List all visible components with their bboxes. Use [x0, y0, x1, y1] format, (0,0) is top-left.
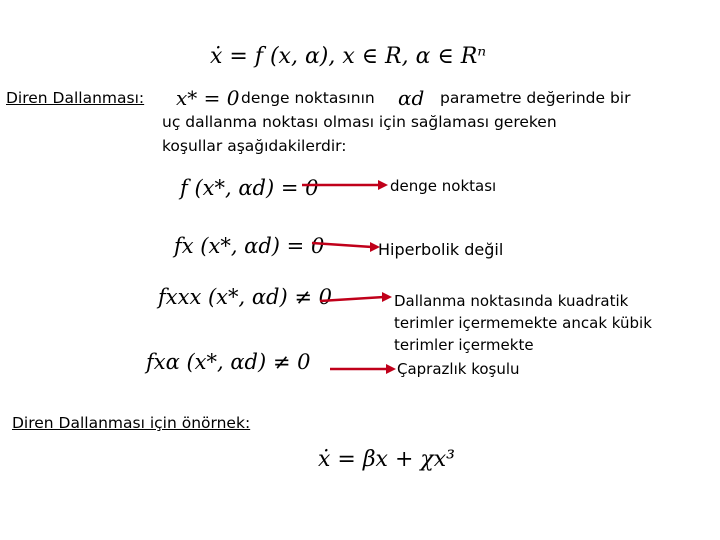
- condition-cubic-equation: fxxx (x*, αd) ≠ 0: [158, 285, 332, 309]
- label-cubic-line3: terimler içermekte: [394, 336, 534, 354]
- condition-nonhyperbolic-equation: fx (x*, αd) = 0: [174, 234, 325, 258]
- intro-line3: koşullar aşağıdakilerdir:: [162, 137, 347, 155]
- system-equation: ẋ = f (x, α), x ∈ R, α ∈ Rⁿ: [210, 44, 487, 69]
- arrow-icon: [300, 178, 390, 192]
- condition-transversality-equation: fxα (x*, αd) ≠ 0: [146, 350, 311, 374]
- label-transversality: Çaprazlık koşulu: [397, 360, 520, 378]
- arrow-icon: [310, 238, 382, 252]
- intro-line2: uç dallanma noktası olması için sağlaması gereken: [162, 113, 557, 131]
- alpha-d-symbol: αd: [398, 86, 425, 110]
- heading-pitchfork: Diren Dallanması:: [6, 89, 145, 107]
- intro-line1-b: parametre değerinde bir: [440, 89, 631, 107]
- label-equilibrium: denge noktası: [390, 177, 497, 195]
- fixed-point-equation: x* = 0: [176, 86, 240, 110]
- heading-example: Diren Dallanması için önörnek:: [12, 414, 251, 432]
- condition-equilibrium-equation: f (x*, αd) = 0: [180, 176, 319, 200]
- label-nonhyperbolic: Hiperbolik değil: [378, 240, 504, 259]
- label-cubic-line1: Dallanma noktasında kuadratik: [394, 292, 629, 310]
- arrow-icon: [328, 362, 398, 376]
- example-equation: ẋ = βx + χx³: [318, 447, 455, 472]
- intro-line1-a: denge noktasının: [241, 89, 375, 107]
- label-cubic-line2: terimler içermemekte ancak kübik: [394, 314, 652, 332]
- arrow-icon: [318, 291, 394, 305]
